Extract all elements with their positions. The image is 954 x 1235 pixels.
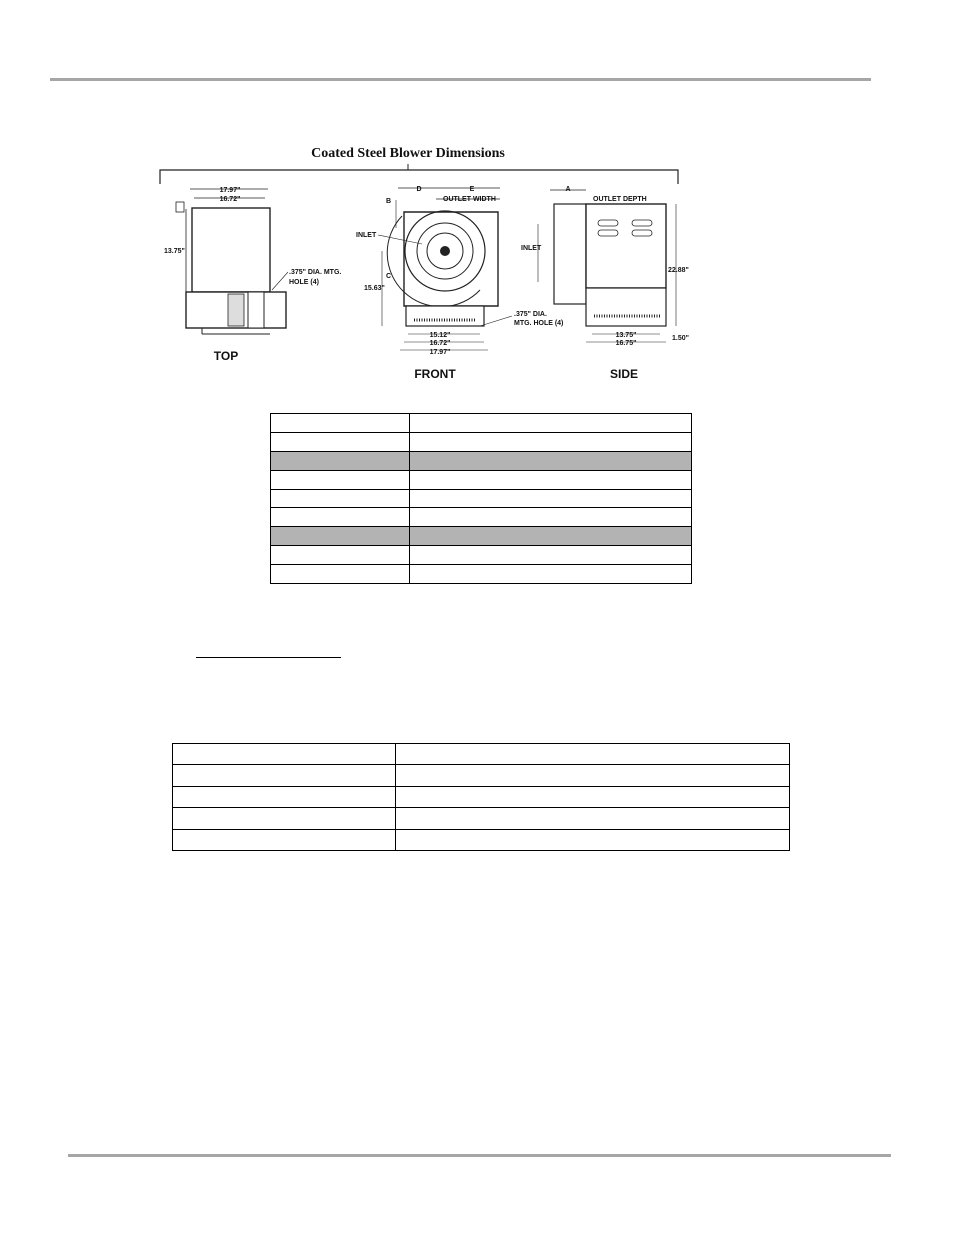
table-row: [271, 508, 692, 527]
front-base-3: 17.97": [429, 349, 451, 356]
table-cell: [271, 489, 410, 508]
side-height: 22.88": [668, 267, 689, 274]
table-row: [173, 808, 790, 829]
dimension-drawing: [120, 104, 700, 394]
footer-rule: [68, 1154, 891, 1157]
table-cell: [396, 786, 790, 807]
top-hole-note-1: .375" DIA. MTG.: [289, 269, 342, 276]
table-cell: [173, 829, 396, 850]
table-cell: [396, 829, 790, 850]
table-cell: [410, 565, 692, 584]
table-row: [271, 470, 692, 489]
table-cell: [396, 744, 790, 765]
blower-dimensions-figure: [120, 104, 700, 394]
table-cell: [271, 565, 410, 584]
table-row: [271, 451, 692, 470]
side-offset: 1.50": [672, 335, 689, 342]
table-row: [271, 527, 692, 546]
table-cell: [396, 765, 790, 786]
top-hole-note-2: HOLE (4): [289, 279, 319, 286]
top-view: [164, 187, 341, 363]
top-width-inner: 16.72": [219, 196, 241, 203]
table-row: [173, 786, 790, 807]
table-cell: [396, 808, 790, 829]
top-depth: 13.75": [164, 248, 185, 255]
table-row: [271, 489, 692, 508]
front-dim-e: E: [469, 186, 475, 193]
front-hole-note-2: MTG. HOLE (4): [514, 320, 564, 327]
table-cell: [410, 489, 692, 508]
section-heading-underline: [196, 657, 341, 658]
figure-title: Coated Steel Blower Dimensions: [311, 146, 505, 161]
front-view: [356, 186, 563, 381]
dimensions-table: [270, 413, 692, 584]
front-dim-d: D: [416, 186, 422, 193]
table-row: [271, 565, 692, 584]
table-cell: [173, 744, 396, 765]
side-outlet-depth: OUTLET DEPTH: [593, 196, 647, 203]
table-row: [173, 744, 790, 765]
specification-table: [172, 743, 790, 851]
table-cell: [410, 527, 692, 546]
table-cell: [410, 470, 692, 489]
front-dim-b: B: [386, 198, 392, 205]
table-cell: [410, 451, 692, 470]
table-row: [173, 829, 790, 850]
front-outlet-width: OUTLET WIDTH: [443, 196, 496, 203]
front-view-label: FRONT: [414, 367, 456, 381]
header-rule: [50, 78, 871, 81]
side-base-2: 16.75": [615, 340, 637, 347]
table-cell: [410, 432, 692, 451]
front-inlet: INLET: [356, 232, 377, 239]
front-hole-note-1: .375" DIA.: [514, 311, 547, 318]
front-base-1: 15.12": [429, 332, 451, 339]
front-height: 15.63": [364, 285, 385, 292]
table-cell: [173, 765, 396, 786]
front-base-2: 16.72": [429, 340, 451, 347]
table-cell: [271, 508, 410, 527]
table-cell: [173, 786, 396, 807]
top-view-label: TOP: [213, 349, 239, 363]
table-row: [173, 765, 790, 786]
side-inlet: INLET: [521, 245, 542, 252]
table-cell: [271, 414, 410, 433]
table-cell: [271, 527, 410, 546]
table-cell: [410, 546, 692, 565]
table-cell: [173, 808, 396, 829]
table-row: [271, 432, 692, 451]
table-cell: [271, 451, 410, 470]
table-cell: [410, 508, 692, 527]
table-row: [271, 414, 692, 433]
side-dim-a: A: [565, 186, 571, 193]
table-cell: [271, 432, 410, 451]
front-dim-c: C: [386, 273, 392, 280]
side-view-label: SIDE: [609, 367, 639, 381]
top-width-outer: 17.97": [219, 187, 241, 194]
side-view: [521, 186, 689, 381]
side-base-1: 13.75": [615, 332, 637, 339]
table-cell: [271, 470, 410, 489]
table-row: [271, 546, 692, 565]
table-cell: [410, 414, 692, 433]
table-cell: [271, 546, 410, 565]
